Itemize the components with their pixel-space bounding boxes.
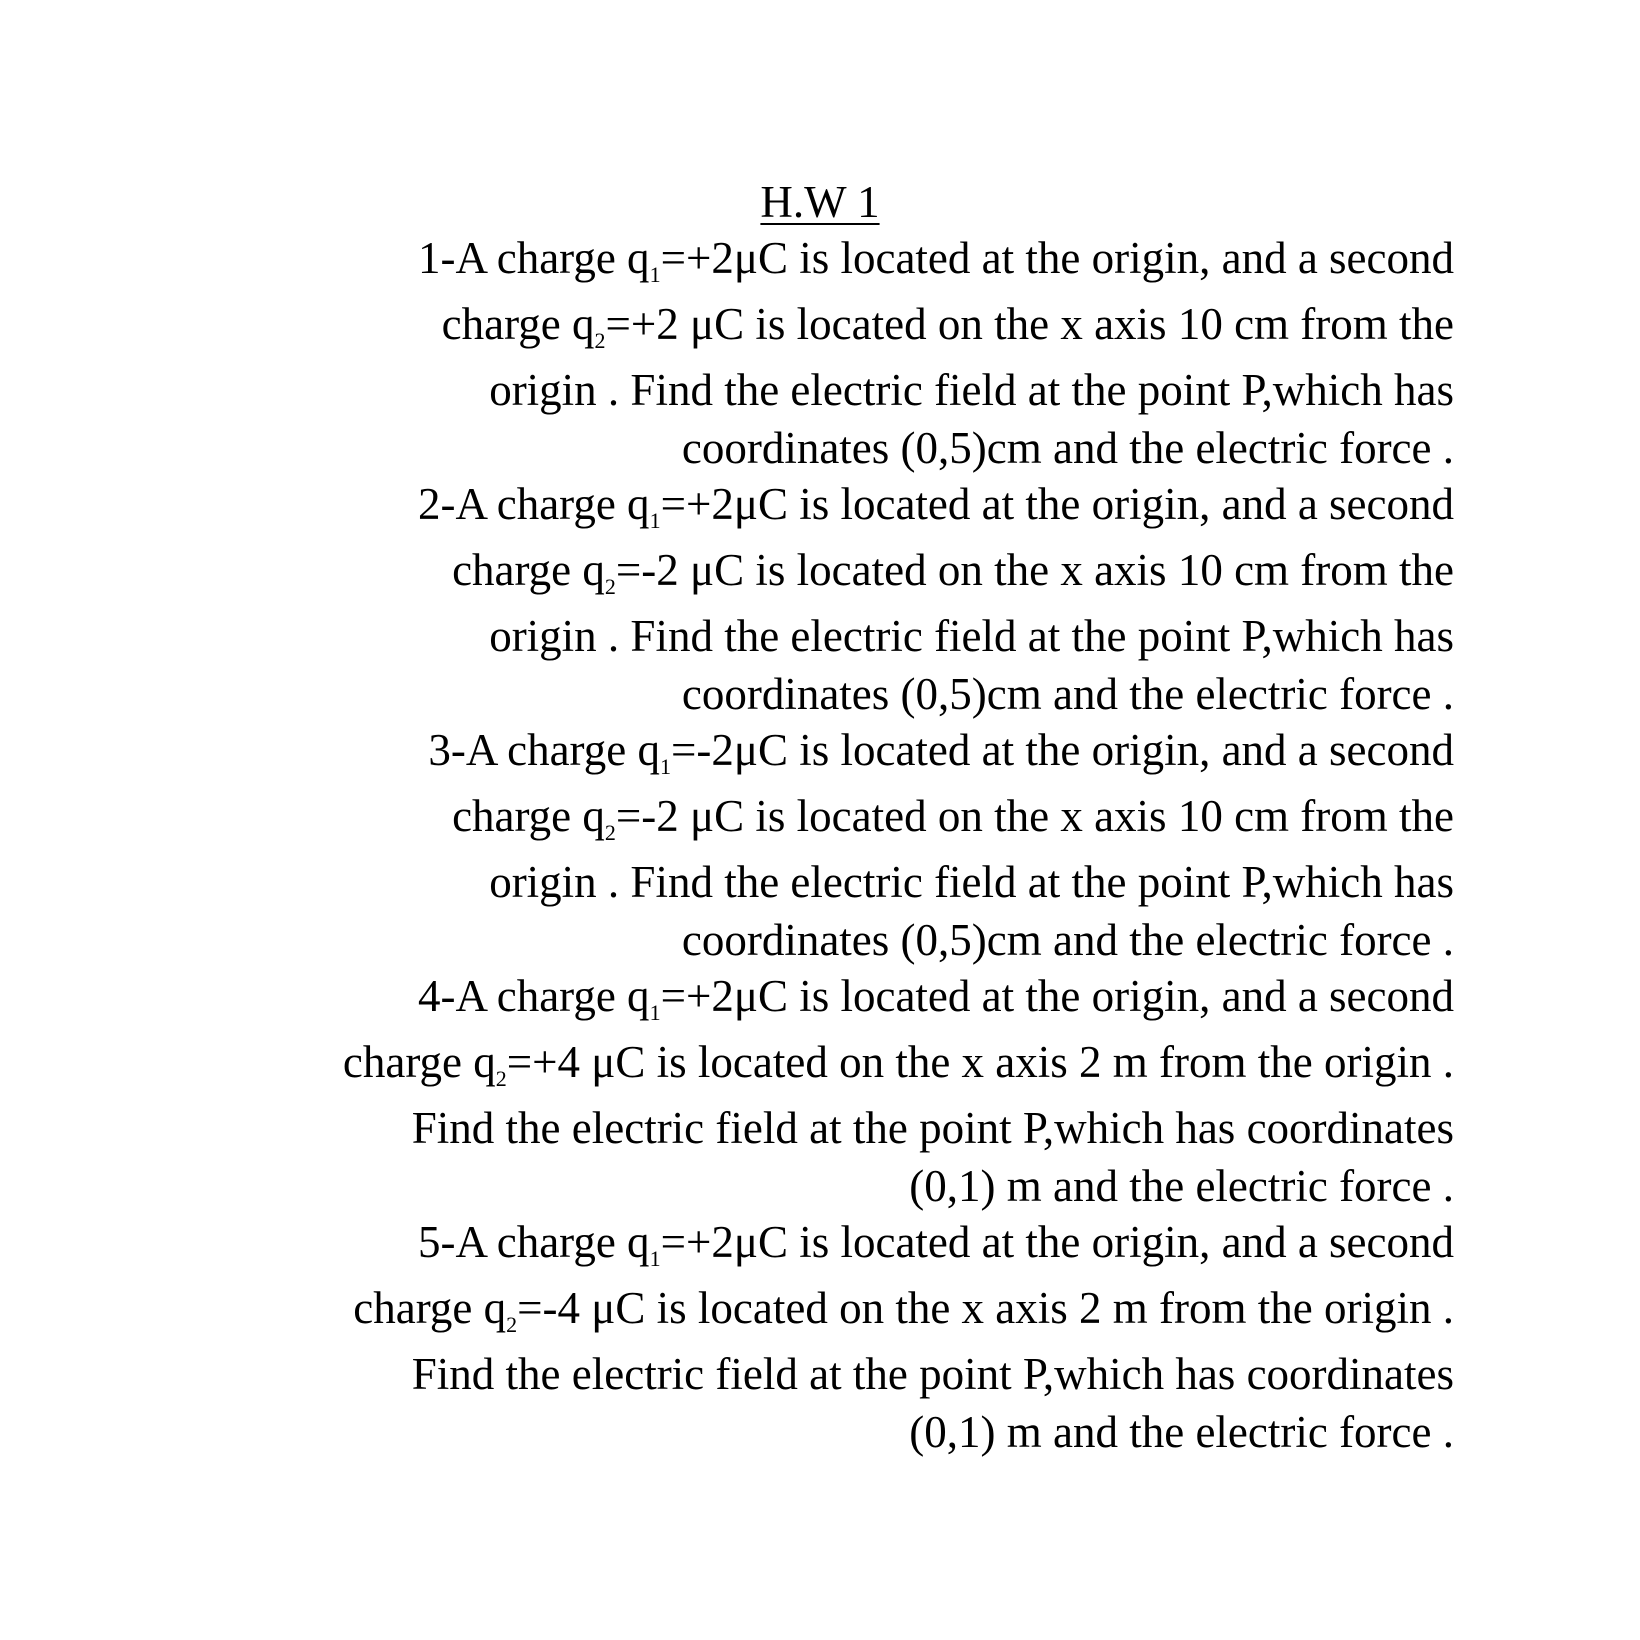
problem-5-line-4: (0,1) m and the electric force . (909, 1407, 1454, 1457)
problem-1-line-1: 1-A charge $q_1=+2\mu C$ is located at the origin, and a second (417, 233, 1454, 287)
problem-2-line-3: origin . Find the electric field at the point P,which has (489, 611, 1454, 661)
problem-3-line-3: origin . Find the electric field at the point P,which has (489, 857, 1454, 907)
problem-2-line-1: 2-A charge $q_1=+2\mu C$ is located at the origin, and a second (417, 479, 1454, 533)
problem-5-line-2: charge $q_2=-4$ μC is located on the x axis 2 m from the origin . (353, 1283, 1454, 1337)
problem-4-line-3: Find the electric field at the point P,which has coordinates (411, 1103, 1454, 1153)
problem-4-line-2: charge $q_2=+4$ μC is located on the x axis 2 m from the origin . (342, 1037, 1454, 1091)
problem-5-line-1: 5-A charge $q_1=+2\mu C$ is located at the origin, and a second (417, 1217, 1454, 1271)
problem-4-line-4: (0,1) m and the electric force . (909, 1161, 1454, 1211)
page-title: H.W 1 (760, 177, 880, 227)
problem-2-line-4: coordinates (0,5)cm and the electric force . (681, 669, 1454, 719)
problem-3-line-4: coordinates (0,5)cm and the electric force . (681, 915, 1454, 965)
problem-3-line-1: 3-A charge $q_1=-2\mu C$ is located at the origin, and a second (428, 725, 1454, 779)
problem-1-line-4: coordinates (0,5)cm and the electric force . (681, 423, 1454, 473)
problem-2-line-2: charge $q_2=-2$ μC is located on the x axis 10 cm from the (452, 545, 1454, 599)
problem-4-line-1: 4-A charge $q_1=+2\mu C$ is located at the origin, and a second (417, 971, 1454, 1025)
problem-5-line-3: Find the electric field at the point P,which has coordinates (411, 1349, 1454, 1399)
problem-3-line-2: charge $q_2=-2$ μC is located on the x axis 10 cm from the (452, 791, 1454, 845)
problem-1-line-3: origin . Find the electric field at the point P,which has (489, 365, 1454, 415)
problem-1-line-2: charge $q_2=+2$ μC is located on the x axis 10 cm from the (441, 299, 1454, 353)
